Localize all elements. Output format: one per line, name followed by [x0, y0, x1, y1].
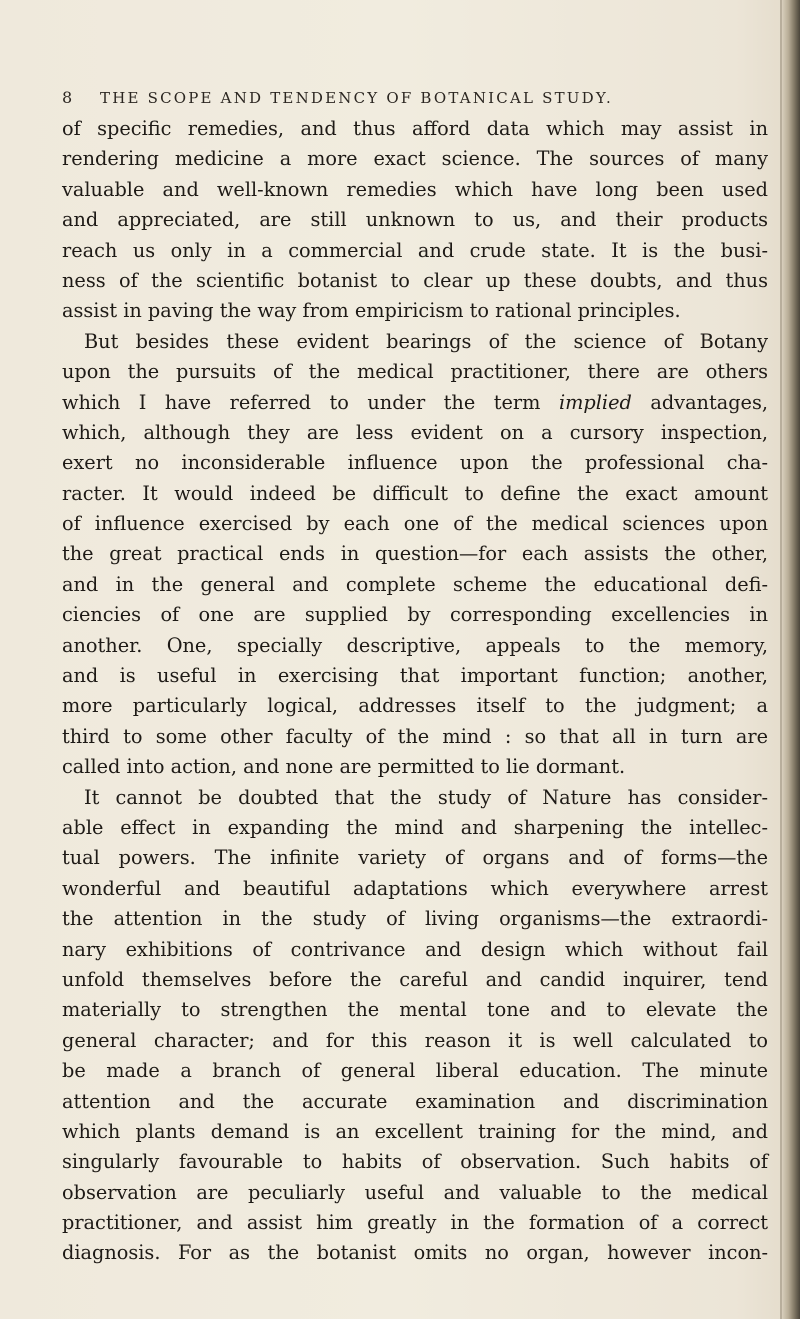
text-line: reach us only in a commercial and crude state. It is the busi-: [62, 238, 768, 262]
text-line: singularly favourable to habits of observation. Such habits of: [62, 1150, 768, 1174]
text-line: assist in paving the way from empiricism to rational principles.: [62, 299, 681, 323]
text-line: attention and the accurate examination and discrimination: [62, 1089, 768, 1113]
text-line: rendering medicine a more exact science. The sources of many: [62, 147, 768, 171]
text-line: the attention in the study of living organisms—the extraordi-: [62, 907, 768, 931]
text-line: observation are peculiarly useful and valuable to the medical: [62, 1180, 768, 1204]
text-line: which, although they are less evident on a cursory inspection,: [62, 420, 768, 444]
text-line: and in the general and complete scheme the educational defi-: [62, 572, 768, 596]
book-spine-shadow: [782, 0, 800, 1319]
text-line: more particularly logical, addresses itself to the judgment; a: [62, 694, 768, 718]
text-line: third to some other faculty of the mind : so that all in turn are: [62, 724, 768, 748]
text-line: and is useful in exercising that important function; another,: [62, 664, 768, 688]
text-line: called into action, and none are permitted to lie dormant.: [62, 755, 626, 779]
running-head: [62, 88, 752, 112]
emphasis-implied: implied: [558, 390, 632, 414]
text-line: nary exhibitions of contrivance and design which without fail: [62, 937, 768, 961]
text-line: unfold themselves before the careful and candid inquirer, tend: [62, 967, 768, 991]
paragraph-continuation: [62, 114, 768, 327]
text-line: the great practical ends in question—for each assists the other,: [62, 542, 768, 566]
body-text: [62, 114, 768, 1269]
text-line: But besides these evident bearings of the science of Botany: [84, 329, 768, 353]
text-line: diagnosis. For as the botanist omits no organ, however incon-: [62, 1241, 768, 1265]
text-line: valuable and well-known remedies which have long been used: [62, 177, 768, 201]
text-line: general character; and for this reason it is well calculated to: [62, 1028, 768, 1052]
text-line: materially to strengthen the mental tone and to elevate the: [62, 998, 768, 1022]
text-line: of influence exercised by each one of the medical sciences upon: [62, 512, 768, 536]
paragraph-implied-advantages: [62, 327, 768, 783]
text-line: practitioner, and assist him greatly in the formation of a correct: [62, 1211, 768, 1235]
page-number: 8: [62, 88, 75, 107]
text-line: another. One, specially descriptive, appeals to the memory,: [62, 633, 768, 657]
text-line: which plants demand is an excellent training for the mind, and: [62, 1119, 768, 1143]
text-line: be made a branch of general liberal education. The minute: [62, 1059, 768, 1083]
text-line: wonderful and beautiful adaptations which everywhere arrest: [62, 876, 768, 900]
running-head-title: THE SCOPE AND TENDENCY OF BOTANICAL STUDY.: [100, 89, 614, 107]
text-line: able effect in expanding the mind and sharpening the intellec-: [62, 815, 768, 839]
text-line: and appreciated, are still unknown to us, and their products: [62, 208, 768, 232]
text-line: upon the pursuits of the medical practitioner, there are others: [62, 360, 768, 384]
text-line: exert no inconsiderable influence upon the professional cha-: [62, 451, 768, 475]
paragraph-study-of-nature: [62, 783, 768, 1269]
text-line: ness of the scientific botanist to clear up these doubts, and thus: [62, 268, 768, 292]
text-line: of specific remedies, and thus afford data which may assist in: [62, 117, 768, 140]
text-line: tual powers. The infinite variety of organs and of forms—the: [62, 846, 768, 870]
text-line: It cannot be doubted that the study of Nature has consider-: [84, 785, 768, 809]
text-line: ciencies of one are supplied by corresponding excellencies in: [62, 603, 768, 627]
text-line-with-emphasis: which I have referred to under the term implied advantages,: [62, 390, 768, 414]
text-line: racter. It would indeed be difficult to define the exact amount: [62, 481, 768, 505]
